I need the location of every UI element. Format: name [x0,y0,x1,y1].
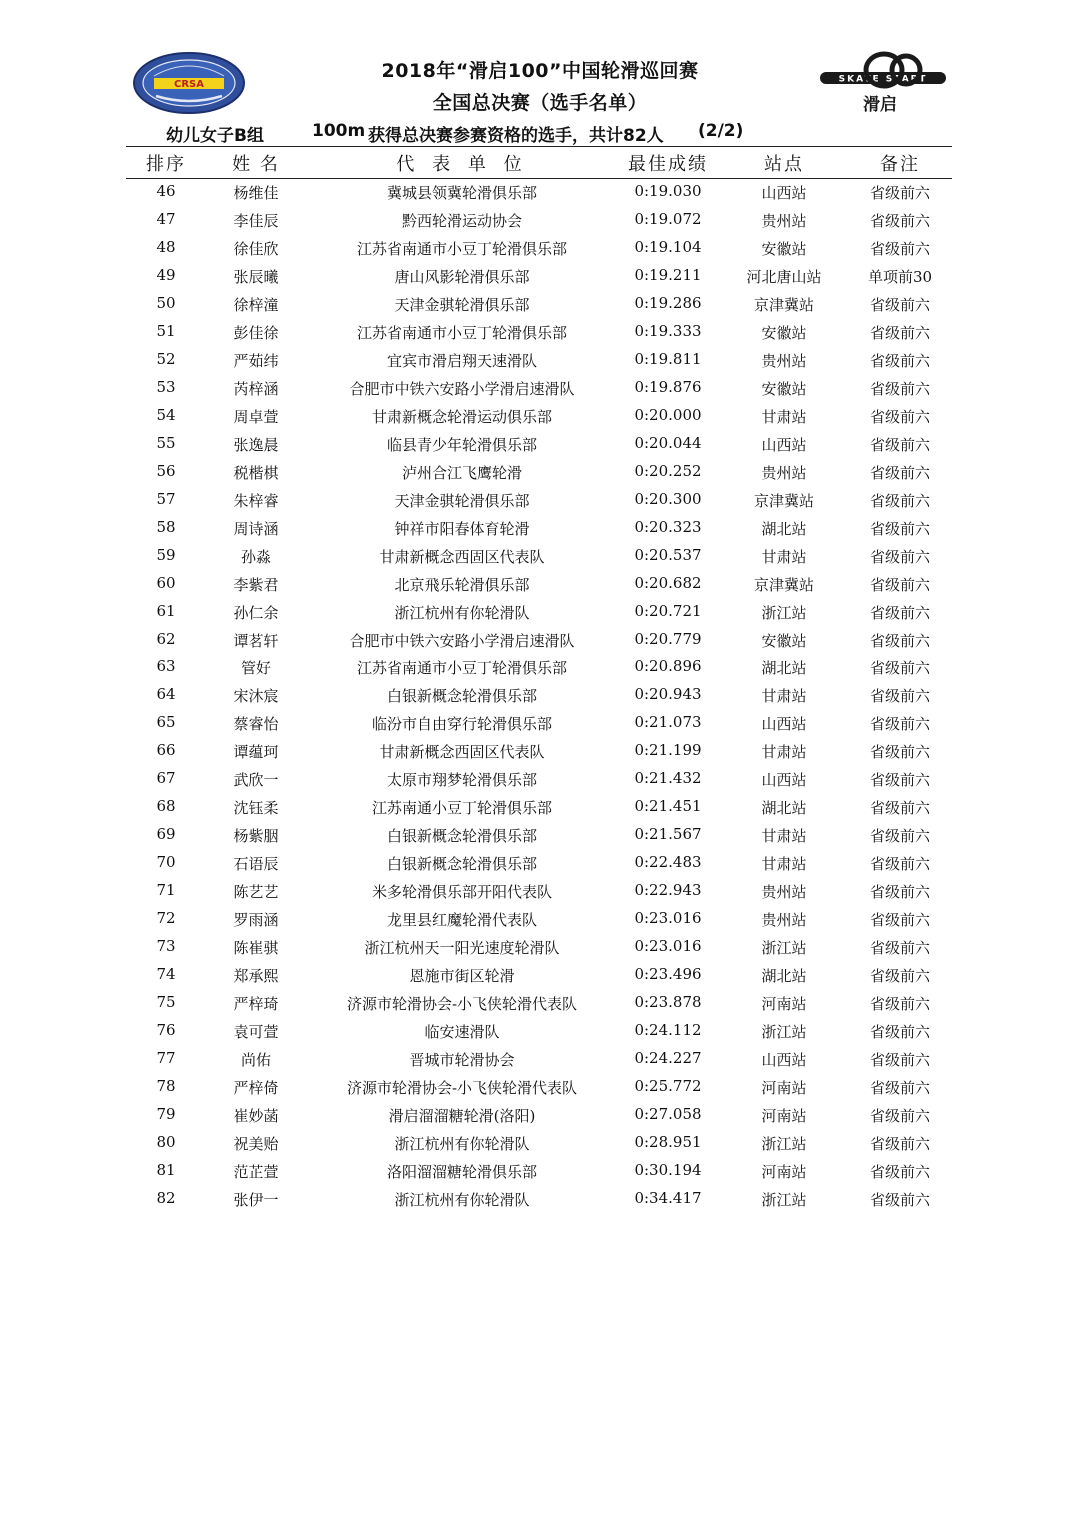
name-cell: 张辰曦 [233,267,279,286]
unit-cell: 晋城市轮滑协会 [409,1051,515,1070]
rank-cell: 58 [156,517,176,536]
unit-cell: 甘肃新概念西固区代表队 [379,547,545,566]
name-cell: 宋沐宸 [233,687,279,706]
rank-cell: 75 [156,993,176,1012]
unit-cell: 合肥市中铁六安路小学滑启速滑队 [349,631,575,650]
unit-cell: 北京飛乐轮滑俱乐部 [394,575,530,594]
name-cell: 周卓萱 [233,407,279,426]
table-row [0,1045,1080,1073]
table-row [0,849,1080,877]
time-cell: 0:27.058 [634,1104,702,1123]
name-cell: 郑承熙 [233,967,279,986]
time-cell: 0:34.417 [634,1188,702,1207]
rank-cell: 50 [156,293,176,312]
station-cell: 湖北站 [761,659,807,678]
station-cell: 甘肃站 [761,827,807,846]
note-cell: 省级前六 [869,351,931,370]
station-cell: 京津冀站 [753,575,815,594]
table-row [0,1157,1080,1185]
rank-cell: 57 [156,489,176,508]
time-cell: 0:20.300 [634,489,702,508]
note-cell: 省级前六 [869,575,931,594]
note-cell: 省级前六 [869,1051,931,1070]
time-cell: 0:21.567 [634,825,702,844]
unit-cell: 浙江杭州有你轮滑队 [394,1134,530,1153]
rank-cell: 82 [156,1188,176,1207]
table-row [0,793,1080,821]
name-cell: 孙仁余 [233,603,279,622]
station-cell: 京津冀站 [753,295,815,314]
name-cell: 周诗涵 [233,519,279,538]
time-cell: 0:20.721 [634,601,702,620]
name-cell: 沈钰柔 [233,799,279,818]
name-cell: 陈崔骐 [233,939,279,958]
svg-text:CRSA: CRSA [174,79,204,90]
time-cell: 0:21.199 [634,741,702,760]
table-row [0,1101,1080,1129]
table-row [0,542,1080,570]
rank-cell: 72 [156,909,176,928]
table-row [0,989,1080,1017]
category-line [0,121,1080,146]
table-row [0,1129,1080,1157]
table-row [0,206,1080,234]
unit-cell: 江苏南通小豆丁轮滑俱乐部 [371,799,553,818]
name-cell: 谭蕴珂 [233,743,279,762]
station-cell: 贵州站 [761,463,807,482]
note-cell: 省级前六 [869,1190,931,1209]
station-cell: 安徽站 [761,323,807,342]
station-cell: 山西站 [761,435,807,454]
time-cell: 0:20.323 [634,517,702,536]
station-cell: 湖北站 [761,519,807,538]
time-cell: 0:19.104 [634,237,702,256]
name-cell: 税楷棋 [233,463,279,482]
rank-cell: 68 [156,797,176,816]
note-cell: 省级前六 [869,911,931,930]
time-cell: 0:23.878 [634,993,702,1012]
table-row [0,374,1080,402]
note-cell: 省级前六 [869,1106,931,1125]
time-cell: 0:19.211 [634,265,702,284]
unit-cell: 甘肃新概念西固区代表队 [379,743,545,762]
time-cell: 0:19.811 [634,349,702,368]
table-row [0,626,1080,654]
time-cell: 0:20.000 [634,405,702,424]
table-row [0,961,1080,989]
station-cell: 山西站 [761,184,807,202]
note-cell: 省级前六 [869,379,931,398]
note-cell: 省级前六 [869,743,931,762]
header-top-rule [126,146,952,147]
note-cell: 省级前六 [869,295,931,314]
time-cell: 0:19.333 [634,321,702,340]
unit-cell: 白银新概念轮滑俱乐部 [386,687,538,706]
distance-label: 100m [312,121,366,141]
unit-cell: 济源市轮滑协会-小飞侠轮滑代表队 [346,995,578,1014]
svg-text:滑启: 滑启 [863,95,897,115]
note-cell: 省级前六 [869,1134,931,1153]
unit-cell: 济源市轮滑协会-小飞侠轮滑代表队 [346,1079,578,1097]
rank-cell: 62 [156,629,176,648]
note-cell: 省级前六 [869,995,931,1014]
note-cell: 省级前六 [869,323,931,342]
station-cell: 甘肃站 [761,855,807,874]
table-row [0,458,1080,486]
station-cell: 浙江站 [761,1023,807,1042]
note-cell: 省级前六 [869,211,931,230]
station-cell: 河北唐山站 [746,267,822,286]
unit-cell: 临汾市自由穿行轮滑俱乐部 [371,715,553,734]
name-cell: 祝美贻 [233,1134,279,1153]
station-cell: 安徽站 [761,239,807,258]
note-cell: 省级前六 [869,827,931,846]
time-cell: 0:21.073 [634,713,702,732]
unit-cell: 天津金骐轮滑俱乐部 [394,295,530,314]
name-cell: 朱梓睿 [233,491,279,510]
note-cell: 省级前六 [869,1162,931,1181]
time-cell: 0:20.896 [634,657,702,676]
table-row [0,570,1080,598]
table-row [0,598,1080,626]
rank-cell: 78 [156,1077,176,1095]
note-cell: 省级前六 [869,855,931,874]
time-cell: 0:24.112 [634,1021,702,1040]
document-subtitle: 全国总决赛（选手名单） [432,92,648,114]
rank-cell: 46 [156,182,176,200]
table-row [0,402,1080,430]
station-cell: 京津冀站 [753,491,815,510]
col-time-header: 最佳成绩 [628,154,708,175]
rank-cell: 52 [156,349,176,368]
rank-cell: 55 [156,433,176,452]
note-cell: 省级前六 [869,631,931,650]
table-row [0,514,1080,542]
station-cell: 山西站 [761,1051,807,1070]
unit-cell: 泸州合江飞鹰轮滑 [401,463,523,482]
name-cell: 严梓倚 [233,1079,279,1097]
unit-cell: 合肥市中铁六安路小学滑启速滑队 [349,379,575,398]
rank-cell: 77 [156,1049,176,1068]
table-row [0,486,1080,514]
unit-cell: 浙江杭州有你轮滑队 [394,603,530,622]
station-cell: 安徽站 [761,631,807,650]
station-cell: 甘肃站 [761,743,807,762]
station-cell: 浙江站 [761,1134,807,1153]
name-cell: 杨紫胭 [233,827,279,846]
rank-cell: 60 [156,573,176,592]
unit-cell: 钟祥市阳春体育轮滑 [394,519,530,538]
table-row [0,430,1080,458]
unit-cell: 白银新概念轮滑俱乐部 [386,855,538,874]
name-cell: 陈艺艺 [233,883,279,902]
time-cell: 0:20.779 [634,629,702,648]
col-rank-header: 排序 [146,154,186,175]
rank-cell: 70 [156,853,176,872]
results-table [0,178,1080,1213]
rank-cell: 51 [156,321,176,340]
unit-cell: 太原市翔梦轮滑俱乐部 [386,771,538,790]
station-cell: 浙江站 [761,603,807,622]
rank-cell: 63 [156,657,176,676]
station-cell: 山西站 [761,771,807,790]
time-cell: 0:19.072 [634,209,702,228]
rank-cell: 48 [156,237,176,256]
name-cell: 张伊一 [233,1190,279,1209]
note-cell: 省级前六 [869,883,931,902]
table-row [0,1185,1080,1213]
name-cell: 杨维佳 [233,184,279,202]
name-cell: 张逸晨 [233,435,279,454]
name-cell: 徐梓潼 [233,295,279,314]
time-cell: 0:25.772 [634,1077,702,1095]
name-cell: 芮梓涵 [233,379,279,398]
unit-cell: 黔西轮滑运动协会 [401,211,523,230]
rank-cell: 47 [156,209,176,228]
time-cell: 0:24.227 [634,1049,702,1068]
station-cell: 河南站 [761,1162,807,1181]
note-cell: 省级前六 [869,687,931,706]
note-cell: 省级前六 [869,771,931,790]
unit-cell: 临县青少年轮滑俱乐部 [386,435,538,454]
time-cell: 0:23.016 [634,937,702,956]
note-cell: 省级前六 [869,799,931,818]
station-cell: 甘肃站 [761,687,807,706]
rank-cell: 76 [156,1021,176,1040]
time-cell: 0:23.016 [634,909,702,928]
table-row [0,1017,1080,1045]
rank-cell: 67 [156,769,176,788]
note-cell: 省级前六 [869,1023,931,1042]
col-station-header: 站点 [764,154,804,175]
rank-cell: 49 [156,265,176,284]
station-cell: 贵州站 [761,211,807,230]
table-row [0,346,1080,374]
rank-cell: 54 [156,405,176,424]
name-cell: 管好 [240,659,272,678]
station-cell: 甘肃站 [761,547,807,566]
station-cell: 安徽站 [761,379,807,398]
note-cell: 省级前六 [869,519,931,538]
station-cell: 湖北站 [761,967,807,986]
note-cell: 省级前六 [869,407,931,426]
station-cell: 浙江站 [761,1190,807,1209]
unit-cell: 江苏省南通市小豆丁轮滑俱乐部 [356,659,568,678]
unit-cell: 龙里县红魔轮滑代表队 [386,911,538,930]
time-cell: 0:19.030 [634,182,702,200]
name-cell: 武欣一 [233,771,279,790]
time-cell: 0:30.194 [634,1160,702,1179]
note-cell: 省级前六 [869,715,931,734]
table-row [0,290,1080,318]
group-label: 幼儿女子B组 [166,126,264,146]
name-cell: 蔡睿怡 [233,715,279,734]
name-cell: 范芷萱 [233,1162,279,1181]
unit-cell: 唐山风影轮滑俱乐部 [394,267,530,286]
rank-cell: 56 [156,461,176,480]
svg-text:SKATE START: SKATE START [838,74,928,85]
name-cell: 罗雨涵 [233,911,279,930]
name-cell: 孙淼 [240,547,272,566]
station-cell: 贵州站 [761,351,807,370]
table-row [0,905,1080,933]
rank-cell: 53 [156,377,176,396]
station-cell: 河南站 [761,1106,807,1125]
note-cell: 省级前六 [869,967,931,986]
note-cell: 省级前六 [869,463,931,482]
document-title: 2018年“滑启100”中国轮滑巡回赛 [381,60,699,82]
unit-cell: 冀城县领冀轮滑俱乐部 [386,184,538,202]
unit-cell: 江苏省南通市小豆丁轮滑俱乐部 [356,239,568,258]
time-cell: 0:20.943 [634,685,702,704]
name-cell: 袁可萱 [233,1023,279,1042]
table-row [0,653,1080,681]
unit-cell: 滑启溜溜糖轮滑(洛阳) [388,1106,536,1125]
page-indicator: (2/2) [698,121,744,141]
rank-cell: 69 [156,825,176,844]
station-cell: 贵州站 [761,911,807,930]
table-row [0,877,1080,905]
note-cell: 省级前六 [869,1079,931,1097]
time-cell: 0:20.537 [634,545,702,564]
table-row [0,234,1080,262]
name-cell: 谭茗轩 [233,631,279,650]
table-row [0,262,1080,290]
rank-cell: 71 [156,881,176,900]
table-row [0,737,1080,765]
note-cell: 省级前六 [869,435,931,454]
time-cell: 0:20.682 [634,573,702,592]
unit-cell: 米多轮滑俱乐部开阳代表队 [371,883,553,902]
name-cell: 严梓琦 [233,995,279,1014]
station-cell: 山西站 [761,715,807,734]
station-cell: 河南站 [761,995,807,1014]
station-cell: 浙江站 [761,939,807,958]
table-header [0,150,1080,176]
name-cell: 崔妙菡 [233,1106,279,1125]
unit-cell: 宜宾市滑启翔天速滑队 [386,351,538,370]
rank-cell: 79 [156,1104,176,1123]
table-row [0,681,1080,709]
unit-cell: 浙江杭州天一阳光速度轮滑队 [364,939,560,958]
name-cell: 彭佳徐 [233,323,279,342]
station-cell: 湖北站 [761,799,807,818]
rank-cell: 80 [156,1132,176,1151]
time-cell: 0:20.044 [634,433,702,452]
station-cell: 河南站 [761,1079,807,1097]
note-cell: 省级前六 [869,184,931,202]
time-cell: 0:28.951 [634,1132,702,1151]
note-cell: 省级前六 [869,491,931,510]
note-cell: 单项前30 [867,267,933,286]
col-name-header: 姓 名 [232,154,280,175]
name-cell: 徐佳欣 [233,239,279,258]
time-cell: 0:21.451 [634,797,702,816]
col-note-header: 备注 [880,154,920,175]
note-cell: 省级前六 [869,603,931,622]
rank-cell: 59 [156,545,176,564]
col-unit-header: 代 表 单 位 [396,154,528,175]
unit-cell: 白银新概念轮滑俱乐部 [386,827,538,846]
time-cell: 0:22.943 [634,881,702,900]
unit-cell: 浙江杭州有你轮滑队 [394,1190,530,1209]
table-row [0,821,1080,849]
unit-cell: 天津金骐轮滑俱乐部 [394,491,530,510]
name-cell: 石语辰 [233,855,279,874]
unit-cell: 临安速滑队 [424,1023,500,1042]
unit-cell: 江苏省南通市小豆丁轮滑俱乐部 [356,323,568,342]
table-row [0,765,1080,793]
time-cell: 0:23.496 [634,965,702,984]
note-cell: 省级前六 [869,659,931,678]
rank-cell: 65 [156,713,176,732]
rank-cell: 64 [156,685,176,704]
station-cell: 甘肃站 [761,407,807,426]
unit-cell: 洛阳溜溜糖轮滑俱乐部 [386,1162,538,1181]
note-cell: 省级前六 [869,939,931,958]
note-cell: 省级前六 [869,239,931,258]
station-cell: 贵州站 [761,883,807,902]
name-cell: 严茹纬 [233,351,279,370]
name-cell: 李佳辰 [233,211,279,230]
table-row [0,709,1080,737]
qualification-label: 获得总决赛参赛资格的选手，共计82人 [368,126,664,146]
time-cell: 0:22.483 [634,853,702,872]
rank-cell: 66 [156,741,176,760]
table-row [0,1073,1080,1101]
time-cell: 0:21.432 [634,769,702,788]
name-cell: 李紫君 [233,575,279,594]
name-cell: 尚佑 [240,1051,272,1070]
time-cell: 0:19.286 [634,293,702,312]
rank-cell: 73 [156,937,176,956]
rank-cell: 61 [156,601,176,620]
table-row [0,933,1080,961]
table-row [0,178,1080,206]
unit-cell: 恩施市街区轮滑 [409,967,515,986]
table-row [0,318,1080,346]
rank-cell: 81 [156,1160,176,1179]
time-cell: 0:20.252 [634,461,702,480]
note-cell: 省级前六 [869,547,931,566]
time-cell: 0:19.876 [634,377,702,396]
unit-cell: 甘肃新概念轮滑运动俱乐部 [371,407,553,426]
rank-cell: 74 [156,965,176,984]
